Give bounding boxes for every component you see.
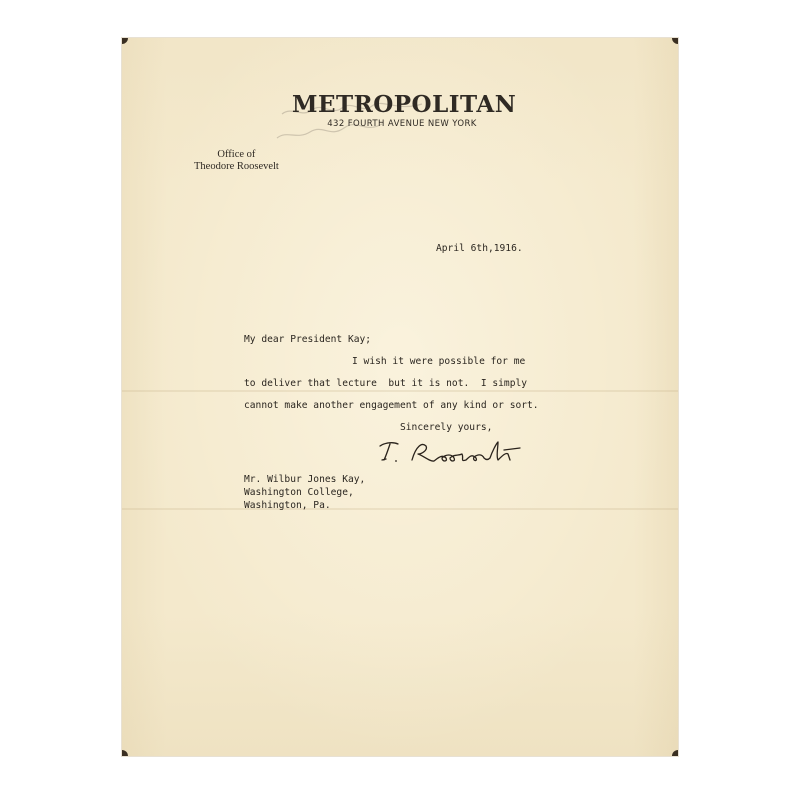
- recipient-institution: Washington College,: [244, 487, 354, 498]
- office-name: Theodore Roosevelt: [194, 161, 279, 172]
- mount-corner: [122, 38, 128, 44]
- letterhead: [292, 91, 517, 129]
- mount-corner: [672, 38, 678, 44]
- letterhead-title: METROPOLITAN: [292, 91, 517, 118]
- closing: Sincerely yours,: [400, 422, 493, 433]
- office-line: Office of: [217, 149, 256, 160]
- fold-crease: [122, 390, 678, 392]
- letter-date: April 6th,1916.: [436, 243, 523, 254]
- body-line: I wish it were possible for me: [352, 356, 526, 367]
- body-line: to deliver that lecture but it is not. I simply: [244, 378, 528, 389]
- letterhead-address: 432 FOURTH AVENUE NEW YORK: [327, 119, 477, 129]
- body-line: cannot make another engagement of any kind or sort.: [244, 400, 539, 411]
- mount-corner: [122, 750, 128, 756]
- recipient-city: Washington, Pa.: [244, 500, 331, 511]
- office-block: [194, 149, 279, 173]
- mount-corner: [672, 750, 678, 756]
- signature: [372, 436, 552, 466]
- salutation: My dear President Kay;: [244, 334, 372, 345]
- recipient-name: Mr. Wilbur Jones Kay,: [244, 474, 366, 485]
- fold-crease: [122, 508, 678, 510]
- letter-sheet: [122, 38, 678, 756]
